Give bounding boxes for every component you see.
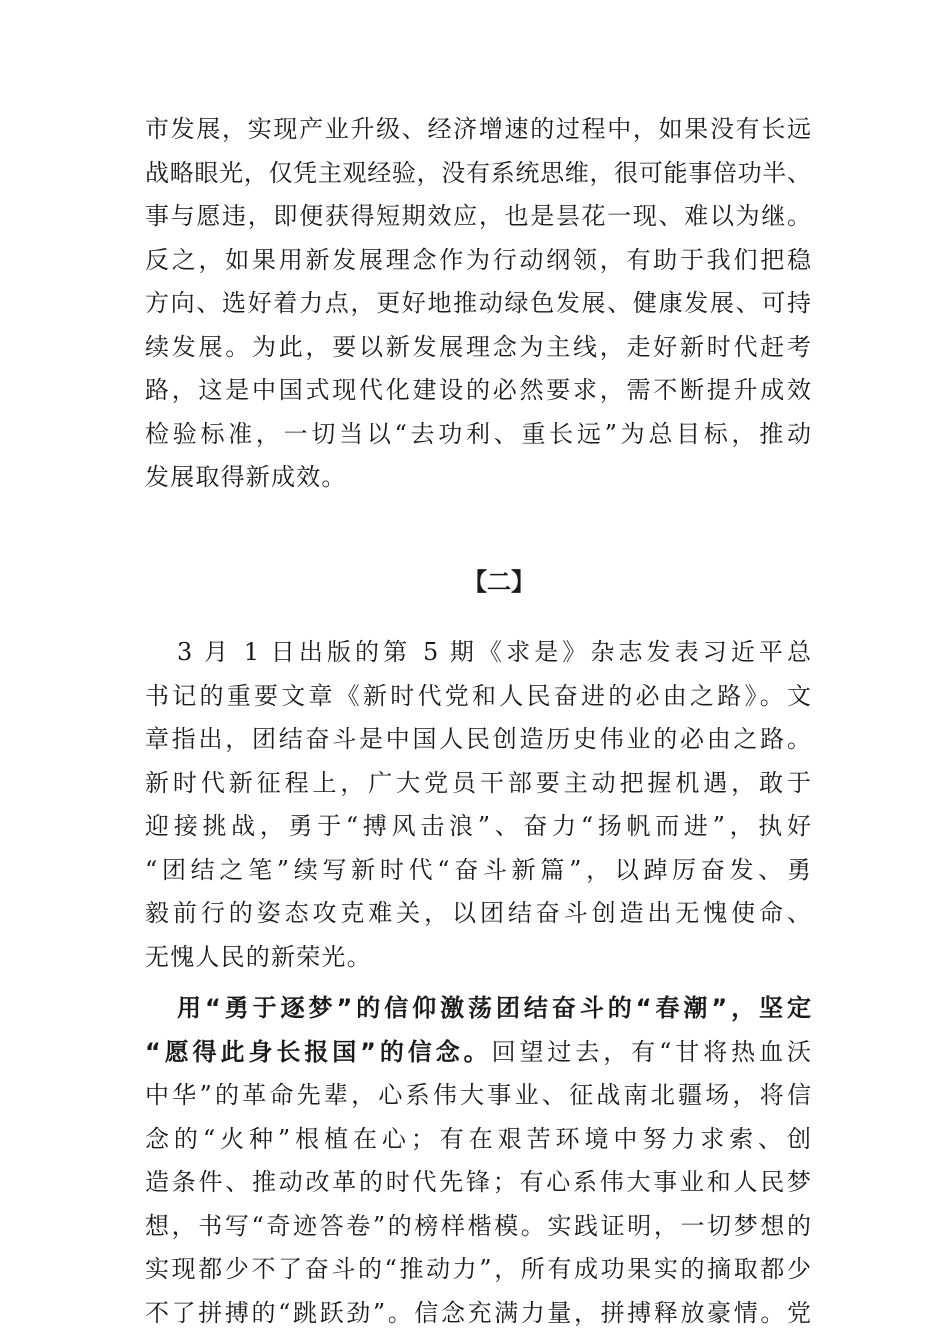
paragraph-line: “团结之笔”续写新时代“奋斗新篇”，以踔厉奋发、勇 bbox=[145, 855, 811, 884]
paragraph-line: 反之，如果用新发展理念作为行动纲领，有助于我们把稳 bbox=[145, 245, 811, 274]
paragraph-line: 中华”的革命先辈，心系伟大事业、征战南北疆场，将信 bbox=[145, 1081, 811, 1109]
paragraph-line: 书记的重要文章《新时代党和人民奋进的必由之路》。文 bbox=[145, 681, 811, 710]
paragraph-line: 迎接挑战，勇于“搏风击浪”、奋力“扬帆而进”，执好 bbox=[145, 812, 811, 840]
paragraph-line: 造条件、推动改革的时代先锋；有心系伟大事业和人民梦 bbox=[145, 1168, 811, 1196]
paragraph-line: 无愧人民的新荣光。 bbox=[145, 942, 372, 971]
section-heading: 【二】 bbox=[463, 568, 535, 596]
paragraph-line bbox=[145, 987, 811, 1031]
paragraph-2 bbox=[145, 631, 811, 979]
paragraph-line: 路，这是中国式现代化建设的必然要求，需不断提升成效 bbox=[145, 376, 811, 404]
paragraph-1 bbox=[145, 108, 811, 500]
paragraph-line: 念的“火种”根植在心；有在艰苦环境中努力求索、创 bbox=[145, 1124, 811, 1153]
paragraph-line: 3 月 1 日出版的第 5 期《求是》杂志发表习近平总 bbox=[177, 638, 811, 666]
bold-lead-text: “愿得此身长报国”的信念。 bbox=[145, 1037, 492, 1066]
paragraph-line: 实现都少不了奋斗的“推动力”，所有成功果实的摘取都少 bbox=[145, 1255, 811, 1283]
paragraph-line: 不了拼搏的“跳跃劲”。信念充满力量，拼搏释放豪情。党 bbox=[145, 1298, 811, 1327]
paragraph-line: 方向、选好着力点，更好地推动绿色发展、健康发展、可持 bbox=[145, 289, 811, 317]
paragraph-line: 检验标准，一切当以“去功利、重长远”为总目标，推动 bbox=[145, 419, 811, 448]
paragraph-line bbox=[145, 1031, 811, 1075]
paragraph-3 bbox=[145, 987, 811, 1335]
paragraph-line: 战略眼光，仅凭主观经验，没有系统思维，很可能事倍功半、 bbox=[145, 158, 811, 187]
paragraph-line: 想，书写“奇迹答卷”的榜样楷模。实践证明，一切梦想的 bbox=[145, 1211, 811, 1240]
paragraph-line: 新时代新征程上，广大党员干部要主动把握机遇，敢于 bbox=[145, 768, 811, 797]
paragraph-line: 毅前行的姿态攻克难关，以团结奋斗创造出无愧使命、 bbox=[145, 899, 811, 927]
paragraph-line: 章指出，团结奋斗是中国人民创造历史伟业的必由之路。 bbox=[145, 725, 811, 753]
paragraph-line: 市发展，实现产业升级、经济增速的过程中，如果没有长远 bbox=[145, 115, 811, 143]
paragraph-line: 事与愿违，即便获得短期效应，也是昙花一现、难以为继。 bbox=[145, 202, 811, 230]
bold-lead-text: 用“勇于逐梦”的信仰激荡团结奋斗的“春潮”，坚定 bbox=[177, 994, 811, 1022]
paragraph-line: 续发展。为此，要以新发展理念为主线，走好新时代赶考 bbox=[145, 332, 811, 361]
body-text: 回望过去，有“甘将热血沃 bbox=[491, 1037, 811, 1066]
paragraph-line: 发展取得新成效。 bbox=[145, 463, 347, 491]
